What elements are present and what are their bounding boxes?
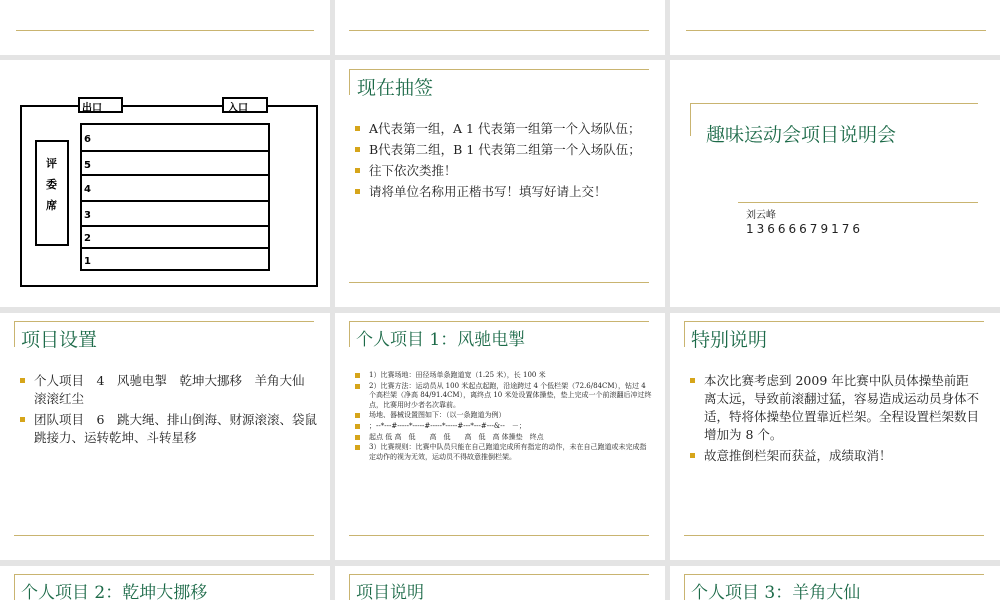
judges-label: 评委席: [46, 157, 57, 212]
slide-title: 个人项目 2：乾坤大挪移: [21, 583, 208, 600]
gold-topline: [349, 69, 649, 70]
bullet-list: [690, 372, 980, 468]
slide-thumb-item2[interactable]: [0, 566, 330, 600]
gold-underline: [686, 30, 986, 31]
gold-sideline: [349, 69, 350, 95]
list-item: 3）比赛规则：比赛中队员只能在自己跑道完成所有指定的动作，未在自己跑道或未完成指定动作的视为无效，运动员不得故意推倒栏架。: [355, 443, 653, 462]
list-item: 起点 低 高 低 高 低 高 低 高 体操垫 终点: [355, 433, 653, 443]
slide-title: 特别说明: [691, 329, 768, 351]
slide-thumb-cover[interactable]: [670, 60, 1000, 307]
list-item: A代表第一组，A 1 代表第一组第一个入场队伍；: [355, 120, 653, 138]
list-item: 2）比赛方法：运动员从 100 米起点起跑，沿途跨过 4 个低栏架（72.6/84CM），钻过 4 个高栏架（净高 84/91.4CM），离终点 10 米处设置体操垫，垫上完成一个前滚翻后冲过终点，比赛用时少者名次靠前。: [355, 382, 653, 411]
bullet-list: [355, 120, 653, 204]
lane-number: 4: [84, 184, 91, 195]
slide-thumb-item3[interactable]: [670, 566, 1000, 600]
slide-thumb-special[interactable]: [670, 313, 1000, 560]
slide-title: 个人项目 1：风驰电掣: [356, 330, 526, 350]
list-item: B代表第二组，B 1 代表第二组第一个入场队伍；: [355, 141, 653, 159]
slide-thumb-desc[interactable]: [335, 566, 665, 600]
entrance-label: 入口: [228, 103, 248, 114]
bullet-list: [20, 372, 330, 450]
gold-divider: [738, 202, 978, 203]
lane-number: 1: [84, 256, 91, 267]
lane-divider: [82, 225, 268, 227]
slide-title: 个人项目 3：羊角大仙: [691, 583, 861, 600]
gold-underline: [684, 535, 984, 536]
list-item: 1）比赛场地：田径场单条跑道宽（1.25 米），长 100 米: [355, 371, 653, 381]
list-item: 本次比赛考虑到 2009 年比赛中队员体操垫前距离太远，导致前滚翻过猛，容易造成运动员身体不适，特将体操垫位置靠近栏架。全程设置栏架数目增加为 8 个。: [690, 372, 980, 444]
gold-sideline: [684, 574, 685, 600]
slide-thumb-draw[interactable]: [335, 60, 665, 307]
lane-divider: [82, 174, 268, 176]
gold-sideline: [349, 574, 350, 600]
gold-topline: [684, 321, 984, 322]
gold-underline: [349, 282, 649, 283]
bullet-list: [355, 371, 653, 463]
list-item: 场地、器械设置图如下：（以一条跑道为例）: [355, 411, 653, 421]
list-item: 往下依次类推！: [355, 162, 653, 180]
gold-underline: [16, 30, 314, 31]
slide-title: 现在抽签: [357, 77, 434, 99]
lane-number: 5: [84, 160, 91, 171]
lane-divider: [82, 200, 268, 202]
gold-topline: [690, 103, 978, 104]
gold-sideline: [690, 103, 691, 136]
phone-number: 13666679176: [746, 222, 863, 236]
gold-underline: [14, 535, 314, 536]
slide-title: 项目说明: [356, 583, 424, 600]
slide-thumb-item1[interactable]: [335, 313, 665, 560]
lane-divider: [82, 150, 268, 152]
slide-title: 项目设置: [21, 329, 98, 351]
gold-sideline: [14, 574, 15, 600]
gold-topline: [349, 321, 649, 322]
gold-topline: [14, 321, 314, 322]
gold-topline: [684, 574, 984, 575]
list-item: 个人项目 4 风驰电掣 乾坤大挪移 羊角大仙 滚滚红尘: [20, 372, 318, 408]
slide-thumb-r1c3[interactable]: [670, 0, 1000, 55]
slide-thumb-diagram[interactable]: [0, 60, 330, 307]
exit-label: 出口: [82, 103, 102, 114]
list-item: 故意推倒栏架而获益，成绩取消！: [690, 447, 980, 465]
gold-sideline: [14, 321, 15, 347]
gold-topline: [14, 574, 314, 575]
gold-topline: [349, 574, 649, 575]
slide-thumb-r1c2[interactable]: [335, 0, 665, 55]
gold-sideline: [684, 321, 685, 347]
lane-divider: [82, 247, 268, 249]
slide-thumb-r1c1[interactable]: [0, 0, 330, 55]
gold-underline: [349, 535, 649, 536]
author-name: 刘云峰: [746, 210, 776, 221]
slide-thumb-items[interactable]: [0, 313, 330, 560]
lane-number: 6: [84, 134, 91, 145]
cover-title: 趣味运动会项目说明会: [706, 124, 897, 146]
list-item: ；--*---#-----*-----#-----*-----#---*---#---&-- －；: [355, 422, 653, 432]
gold-sideline: [349, 321, 350, 347]
gold-underline: [349, 30, 649, 31]
list-item: 请将单位名称用正楷书写！填写好请上交！: [355, 183, 653, 201]
list-item: 团队项目 6 跳大绳、排山倒海、财源滚滚、袋鼠跳接力、运转乾坤、斗转星移: [20, 411, 318, 447]
lane-number: 3: [84, 210, 91, 221]
lane-number: 2: [84, 233, 91, 244]
